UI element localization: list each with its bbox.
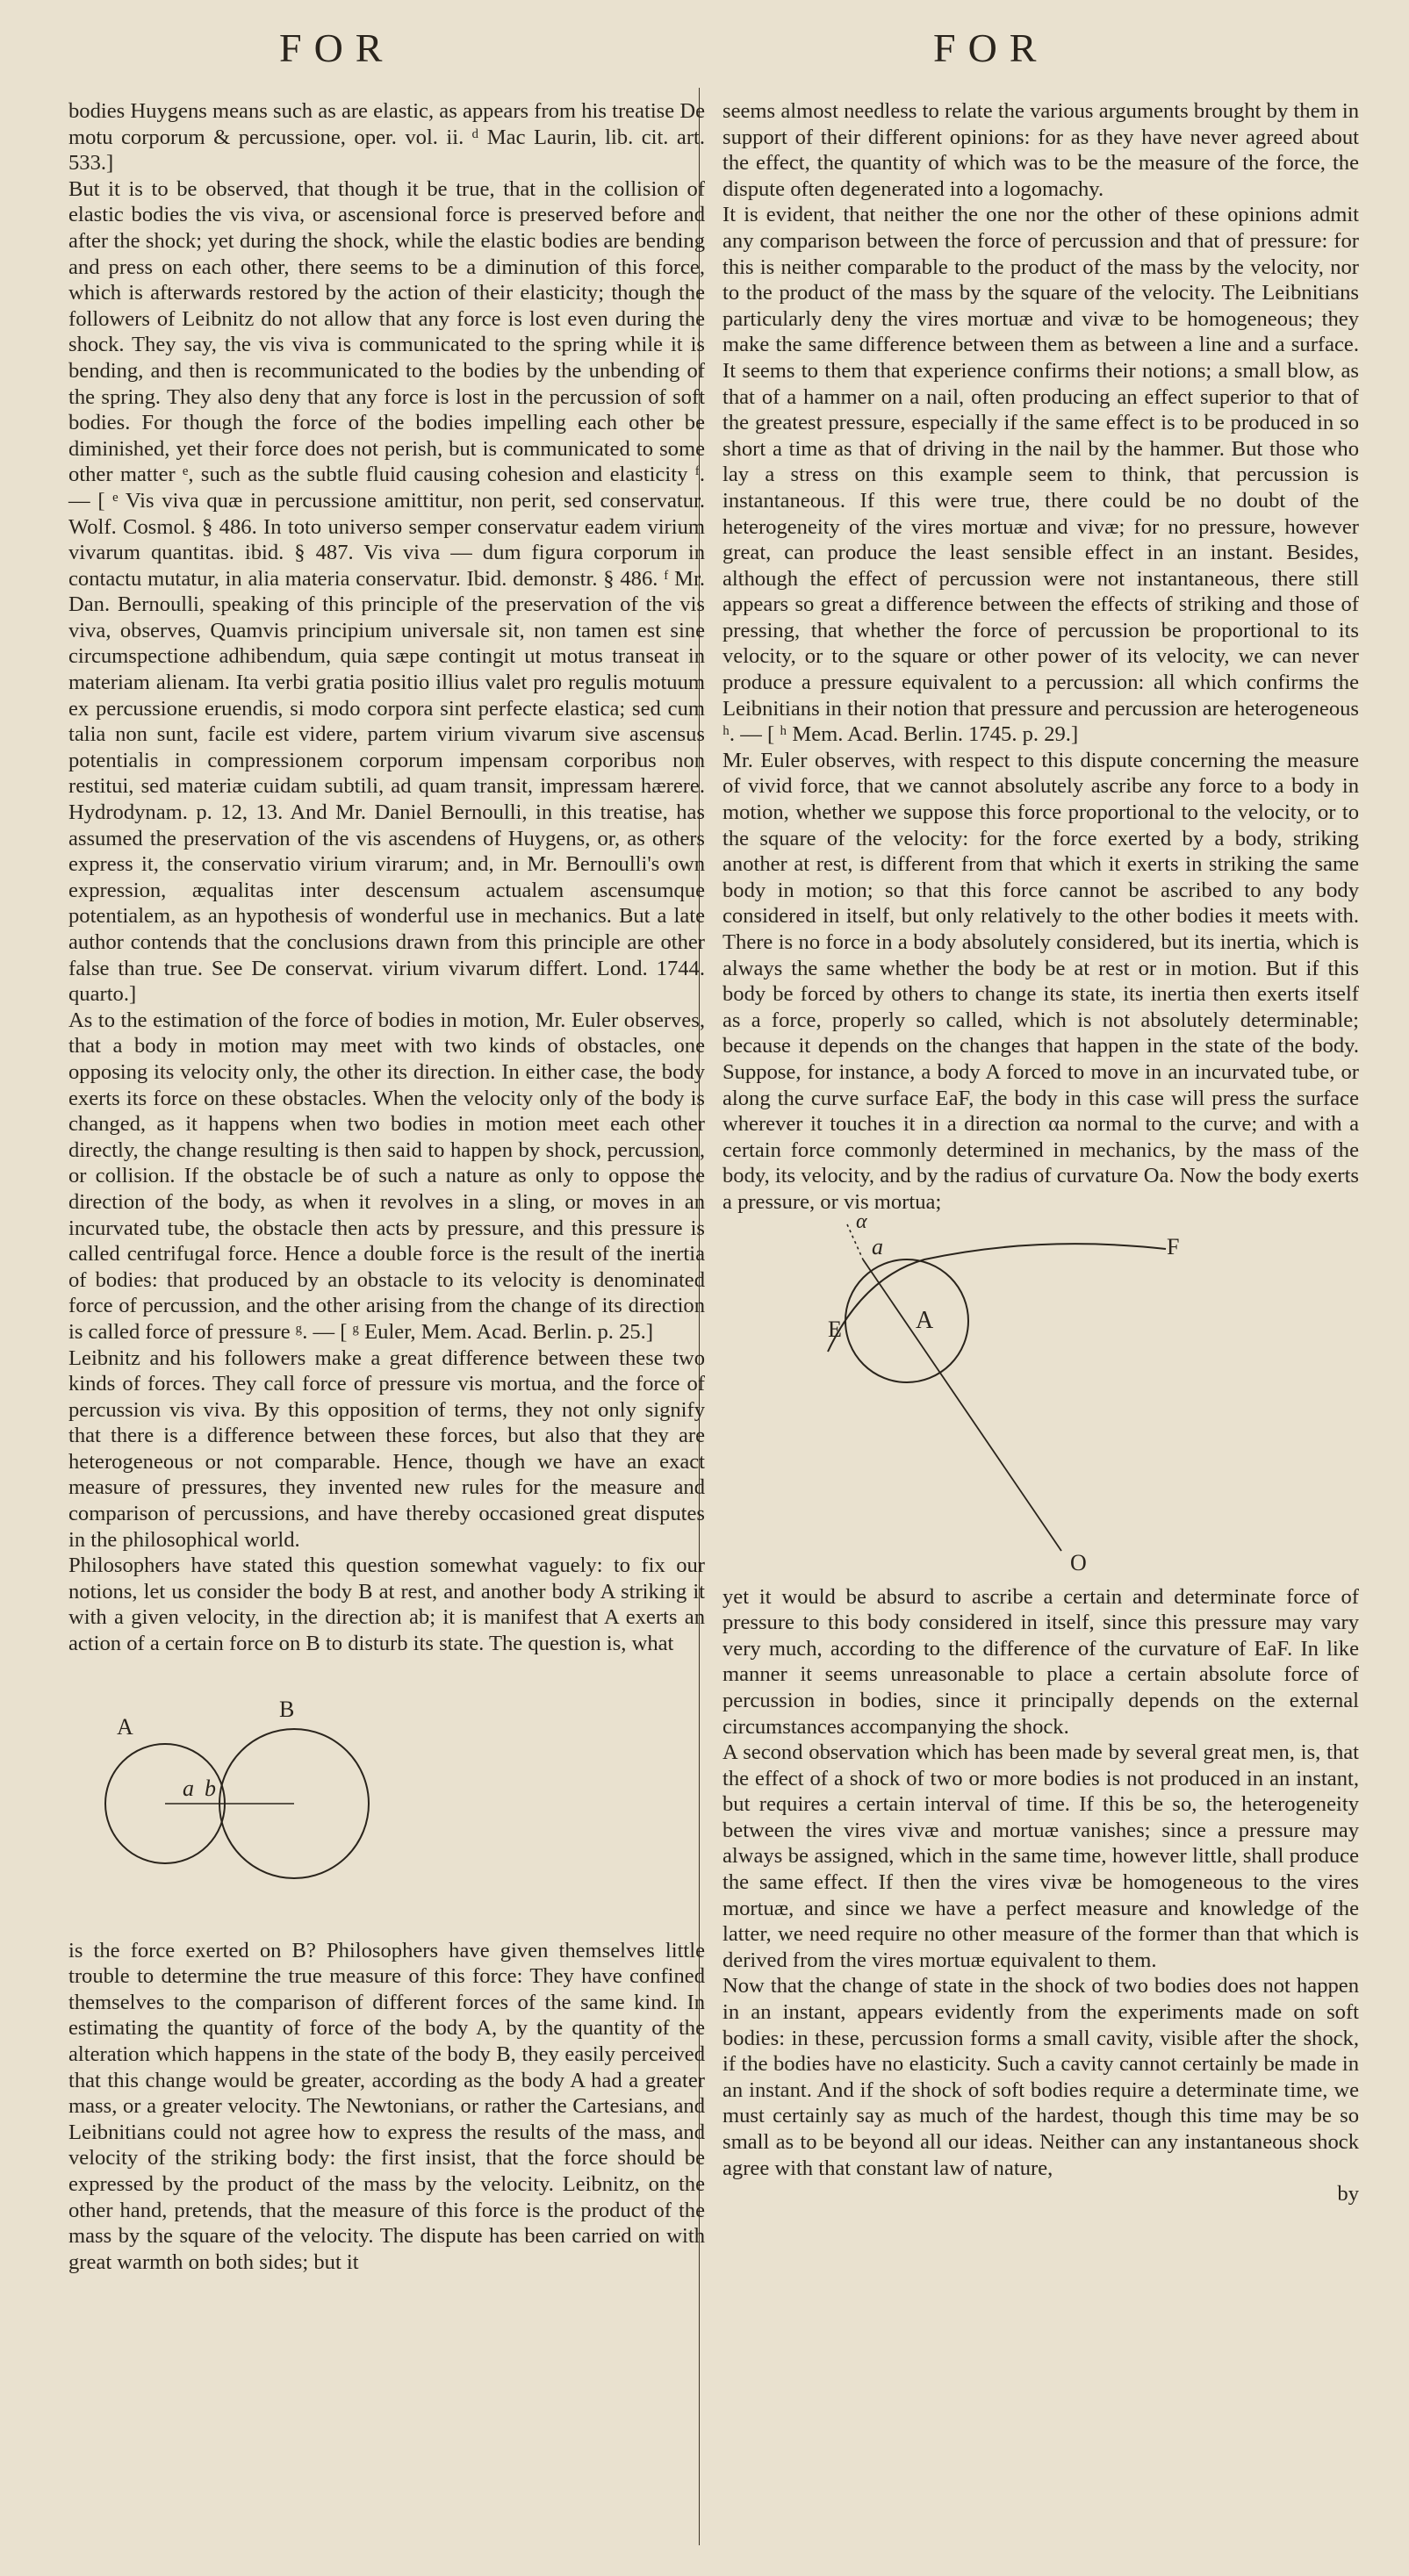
body-a-circle: [845, 1259, 968, 1382]
left-column: [68, 98, 705, 2275]
paragraph: It is evident, that neither the one nor the other of these opinions admit any comparison between the force of percussion and that of pressure: for this is neither comparable to the product of the mass by the velocity, nor to the product of the mass by the square of the velocity. The Leibnitians particularly deny the vires mortuæ and vivæ to be homogeneous; they make the same difference between them as between a line and a surface. It seems to them that experience confirms their notions; a small blow, as that of a hammer on a nail, often producing an effect superior to that of the greatest pressure, especially if the same effect is to be produced in so short a time as that of driving in the nail by the hammer. But those who lay a stress on this example seem to think, that percussion is instantaneous. If this were true, there could be no doubt of the heterogeneity of the vires mortuæ and vivæ; for no pressure, however great, can produce the least sensible effect in an instant. Besides, although the effect of percussion were not instantaneous, there still appears so great a difference between the effects of striking and those of pressing, that whether the force of percussion be proportional to its velocity, or to the square or other power of its velocity, we can never produce a pressure equivalent to a percussion: all which confirms the Leibnitians in their notion that pressure and percussion are heterogeneous ʰ. — [ ʰ Mem. Acad. Berlin. 1745. p. 29.]: [722, 203, 1359, 747]
paragraph: seems almost needless to relate the various arguments brought by them in support of their different opinions: for as they have never agreed about the effect, the quantity of which was to be the measure of the force, the dispute often degenerated into a logomachy.: [722, 99, 1359, 201]
label-point-a: a: [183, 1775, 194, 1801]
radius-line: [863, 1259, 1061, 1551]
collision-figure: [68, 1657, 705, 1938]
paragraph: yet it would be absurd to ascribe a certain and determinate force of pressure to this body considered in itself, since this pressure may vary very much, according to the difference of the curvature of EaF. In like manner it seems unreasonable to place a certain absolute force of percussion in bodies, since it principally depends on the external circumstances accompanying the shock.: [722, 1584, 1359, 1739]
curve-eaf: [828, 1244, 1166, 1352]
paragraph: But it is to be observed, that though it be true, that in the collision of elastic bodies the vis viva, or ascensional force is preserved before and after the shock; yet during the shock, while the elastic bodies are bending and press on each other, there seems to be a diminution of this force, which is afterwards restored by the action of their elasticity; though the followers of Leibnitz do not allow that any force is lost even during the shock. They say, the vis viva is communicated to the spring while it is bending, and then is recommunicated to the bodies by the unbending of the spring. They also deny that any force is lost in the percussion of soft bodies. For though the force of the bodies impelling each other be diminished, yet their force does not perish, but is communicated to some other matter ᵉ, such as the subtle fluid causing cohesion and elasticity ᶠ. — [ ᵉ Vis viva quæ in percussione amittitur, non perit, sed conservatur. Wolf. Cosmol. § 486. In toto universo semper conservatur eadem virium vivarum quantitas. ibid. § 487. Vis viva — dum figura corporum in contactu mutatur, in alia materia conservatur. Ibid. demonstr. § 486. ᶠ Mr. Dan. Bernoulli, speaking of this principle of the preservation of the vis viva, observes, Quamvis principium universale sit, non tamen est sine circumspectione adhibendum, quia sæpe contingit ut motus transeat in materiam alienam. Ita verbi gratia positio illius valet pro regulis motuum ex percussione eruendis, si modo corpora sint perfecte elastica; sed cum talia non sunt, facile est videre, partem virium vivarum sive ascensus potentialis in compressionem corporum impensam corporibus non restitui, sed materiæ cuidam subtili, ad quam transit, impressam hærere. Hydrodynam. p. 12, 13. And Mr. Daniel Bernoulli, in this treatise, has assumed the preservation of the vis ascendens of Huygens, or, as others express it, the conservatio virium virarum; and, in Mr. Bernoulli's own expression, æqualitas inter descensum actualem ascensumque potentialem, as an hypothesis of wonderful use in mechanics. But a late author contends that the conclusions drawn from this principle are other false than true. See De conservat. virium vivarum differt. Lond. 1744. quarto.]: [68, 176, 705, 1007]
paragraph: is the force exerted on B? Philosophers have given themselves little trouble to determine the true measure of this force: They have confined themselves to the comparison of different forces of the same kind. In estimating the quantity of force of the body A, by the quantity of the alteration which happens in the state of the body B, they easily perceived that this change would be greater, according as the body A had a greater mass, or a greater velocity. The Newtonians, or rather the Cartesians, and Leibnitians could not agree how to express the results of the mass, and velocity of the striking body: the first insist, that the force should be expressed by the product of the mass by the velocity. Leibnitz, on the other hand, pretends, that the measure of this force is the product of the mass by the square of the velocity. The dispute has been carried on with great warmth on both sides; but it: [68, 1938, 705, 2274]
right-column: [722, 98, 1359, 2207]
label-o: O: [1070, 1549, 1087, 1575]
label-point-a: a: [872, 1233, 883, 1259]
paragraph: Philosophers have stated this question somewhat vaguely: to fix our notions, let us consider the body B at rest, and another body A striking it with a given velocity, in the direction ab; it is manifest that A exerts an action of a certain force on B to disturb its state. The question is, what: [68, 1553, 705, 1656]
paragraph: Now that the change of state in the shock of two bodies does not happen in an instant, appears evidently from the experiments made on soft bodies: in these, percussion forms a small cavity, visible after the shock, if the bodies have no elasticity. Such a cavity cannot certainly be made in an instant. And if the shock of soft bodies require a determinate time, we must certainly say as much of the hardest, though this time may be so small as to be beyond all our ideas. Neither can any instantaneous shock agree with that constant law of nature,: [722, 1974, 1359, 2180]
paragraph: Leibnitz and his followers make a great difference between these two kinds of forces. They call force of pressure vis mortua, and the force of percussion vis viva. By this opposition of terms, they not only signify that there is a difference between these forces, but also that they are heterogeneous or not comparable. Hence, though we have an exact measure of pressures, they invented new rules for the measure and comparison of percussions, and have thereby occasioned great disputes in the philosophical world.: [68, 1345, 705, 1552]
paragraph: As to the estimation of the force of bodies in motion, Mr. Euler observes, that a body in motion may meet with two kinds of obstacles, one opposing its velocity only, the other its direction. In either case, the body exerts its force on these obstacles. When the velocity only of the body is changed, as it happens when two bodies in motion meet each other directly, the change resulting is then said to happen by shock, percussion, or collision. If the obstacle be of such a nature as only to oppose the direction of the body, as when it revolves in a sling, or moves in an incurvated tube, the obstacle then acts by pressure, and this pressure is called centrifugal force. Hence a double force is the result of the inertia of bodies: that produced by an obstacle to its velocity is denominated force of percussion, and the other arising from the change of its direction is called force of pressure ᵍ. — [ ᵍ Euler, Mem. Acad. Berlin. p. 25.]: [68, 1008, 705, 1344]
catchword: by: [1337, 2182, 1359, 2206]
label-e: E: [828, 1316, 842, 1342]
label-body-a: A: [117, 1713, 133, 1740]
label-body-a: A: [916, 1306, 934, 1334]
paragraph: Mr. Euler observes, with respect to this dispute concerning the measure of vivid force, that we cannot absolutely ascribe any force to a body in motion, whether we suppose this force proportional to the velocity, or to the square of the velocity: for the force exerted by a body, striking another at rest, is different from that which it exerts in striking the same body in motion; so that this force cannot be ascribed to any body considered in itself, but only relatively to the other bodies it meets with. There is no force in a body absolutely considered, but its inertia, which is always the same whether the body be at rest or in motion. But if this body be forced by others to change its state, its inertia then exerts itself as a force, properly so called, which is not absolutely determinable; because it depends on the changes that happen in the state of the body. Suppose, for instance, a body A forced to move in an incurvated tube, or along the curve surface EaF, the body in this case will press the surface wherever it touches it in a direction αa normal to the curve; and with a certain force commonly determined in mechanics, by the mass of the body, its velocity, and by the radius of curvature Oa. Now the body exerts a pressure, or vis mortua;: [722, 748, 1359, 1214]
paragraph: A second observation which has been made by several great men, is, that the effect of a shock of two or more bodies is not produced in an instant, but requires a certain interval of time. If this be so, the heterogeneity between the vires vivæ and mortuæ vanishes; since a pressure may always be assigned, which in the same time, however little, shall produce the same effect. If then the vires vivæ be homogeneous to the vires mortuæ, and since we have a perfect measure and knowledge of the latter, we need require no other measure of the former than that which is derived from the vires mortuæ equivalent to them.: [722, 1740, 1359, 1972]
label-alpha: α: [856, 1215, 867, 1233]
label-body-b: B: [279, 1696, 295, 1722]
running-head-left: FOR: [279, 25, 395, 70]
running-head-right: FOR: [933, 25, 1049, 70]
paragraph: bodies Huygens means such as are elastic, as appears from his treatise De motu corporum & percussione, oper. vol. ii. ᵈ Mac Laurin, lib. cit. art. 533.]: [68, 99, 705, 176]
curve-figure: [722, 1216, 1359, 1584]
label-point-b: b: [205, 1775, 216, 1801]
label-f: F: [1167, 1233, 1180, 1259]
